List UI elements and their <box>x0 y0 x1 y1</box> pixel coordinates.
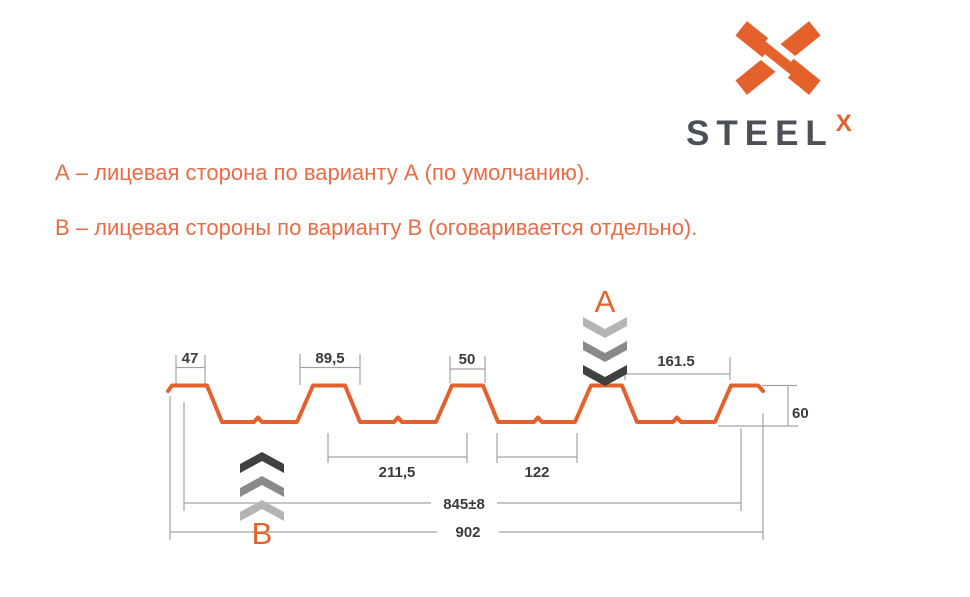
dim-label-161-5: 161.5 <box>657 353 695 370</box>
marker-b-label: B <box>251 516 273 551</box>
marker-a-label: A <box>594 284 616 319</box>
dim-label-845: 845±8 <box>443 496 485 513</box>
logo-sup-x: X <box>835 110 852 137</box>
dim-rib-spacing <box>625 353 730 380</box>
dim-top-left-flat <box>176 350 205 384</box>
dim-rib-outer <box>300 350 360 385</box>
dim-rib-top <box>450 351 485 383</box>
dim-label-89-5: 89,5 <box>315 350 345 367</box>
dim-valley-width <box>497 433 577 481</box>
logo-wordmark <box>686 110 852 154</box>
logo <box>680 15 910 153</box>
steelx-logo-icon <box>733 21 823 95</box>
dim-label-122: 122 <box>524 464 550 481</box>
dim-label-50: 50 <box>458 351 476 368</box>
dim-label-60: 60 <box>792 405 809 422</box>
side-a-chevrons-icon <box>583 317 627 386</box>
dim-label-211-5: 211,5 <box>378 464 416 481</box>
profile-section-line <box>168 386 763 423</box>
note-line-b: В – лицевая стороны по варианту В (оговаривается отдельно). <box>55 215 698 240</box>
note-line-a: А – лицевая сторона по варианту А (по умолчанию). <box>55 160 591 185</box>
dim-module-pitch <box>328 433 467 481</box>
dim-label-902: 902 <box>455 524 481 541</box>
side-b-chevrons-icon <box>240 452 284 521</box>
logo-brand-text: STEEL <box>686 114 834 153</box>
dim-label-47: 47 <box>181 350 199 367</box>
